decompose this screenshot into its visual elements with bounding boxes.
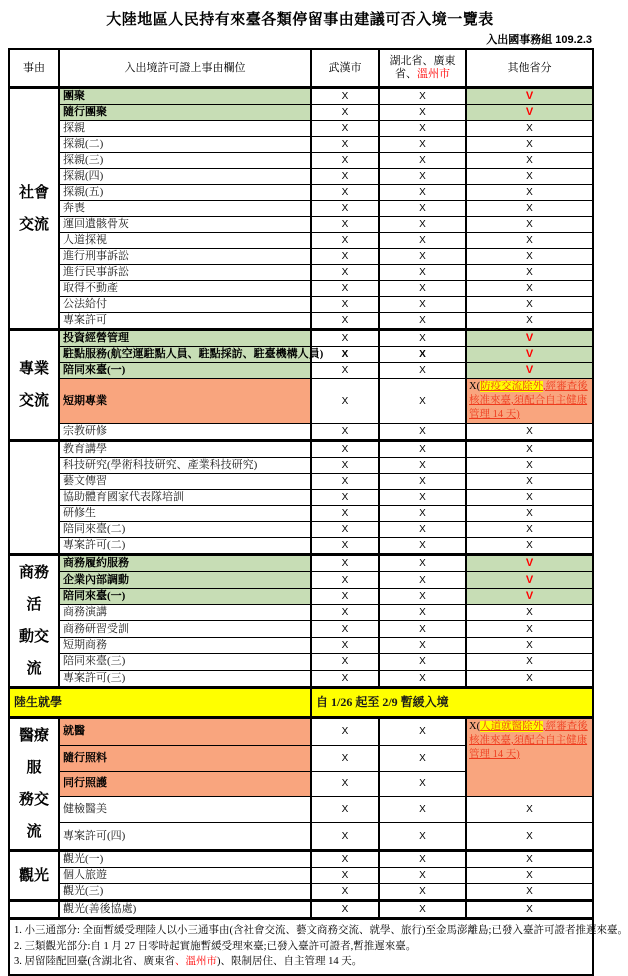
reason-cell: 奔喪: [59, 201, 311, 217]
status-cell-no: X: [311, 379, 379, 424]
status-cell-no: X: [379, 670, 466, 687]
banner-right: 自 1/26 起至 2/9 暫緩入境: [311, 688, 593, 718]
table-row: [9, 379, 593, 424]
status-cell-no: X: [379, 884, 466, 901]
status-cell-no: X: [311, 490, 379, 506]
table-row: [9, 201, 593, 217]
table-row: [9, 637, 593, 653]
status-cell-no: X: [379, 490, 466, 506]
status-cell-no: X: [311, 217, 379, 233]
status-cell-no: X: [311, 670, 379, 687]
status-cell-no: X: [311, 884, 379, 901]
table-row: [9, 217, 593, 233]
status-cell-no: X: [311, 281, 379, 297]
status-cell-no: X: [379, 281, 466, 297]
status-cell-no: X: [379, 249, 466, 265]
status-cell-no: X: [379, 313, 466, 330]
col-header-other-provinces: 其他省分: [466, 49, 593, 88]
status-cell-no: X: [311, 771, 379, 797]
table-row: [9, 670, 593, 687]
table-body: [9, 88, 593, 919]
col-header-reason: 事由: [9, 49, 59, 88]
status-cell-yes: V: [466, 105, 593, 121]
status-cell-no: X: [379, 718, 466, 746]
reason-cell: 運回遺骸骨灰: [59, 217, 311, 233]
reason-cell: 團聚: [59, 88, 311, 105]
table-row: [9, 572, 593, 588]
status-cell-no: X: [466, 458, 593, 474]
section-label: [9, 901, 59, 919]
status-cell-no: X: [466, 901, 593, 919]
notes-row: [9, 919, 593, 975]
status-cell-no: X: [466, 522, 593, 538]
status-cell-no: X: [379, 153, 466, 169]
status-cell-no: X: [379, 105, 466, 121]
section-label: 專業 交流: [9, 330, 59, 441]
status-cell-no: X: [311, 868, 379, 884]
status-cell-no: X: [379, 265, 466, 281]
table-row: [9, 281, 593, 297]
table-row: [9, 363, 593, 379]
reason-cell: 隨行照料: [59, 745, 311, 771]
col-header-hubei-guangdong-wenzhou: [379, 49, 466, 88]
table-row: [9, 249, 593, 265]
footnotes: [9, 919, 628, 975]
status-cell-no: X: [466, 797, 593, 823]
reason-cell: 觀光(一): [59, 851, 311, 868]
status-cell-no: X: [466, 538, 593, 555]
reason-cell: 投資經營管理: [59, 330, 311, 347]
status-cell-no: X: [311, 233, 379, 249]
status-cell-no: X: [311, 185, 379, 201]
reason-cell: 商務履約服務: [59, 555, 311, 572]
status-cell-no: X: [379, 347, 466, 363]
status-cell-no: X: [379, 538, 466, 555]
status-cell-no: X: [379, 771, 466, 797]
status-cell-no: X: [379, 137, 466, 153]
status-cell-yes: V: [466, 330, 593, 347]
rich-text-segment: 人道就醫除外: [480, 721, 544, 732]
status-cell-no: X: [311, 572, 379, 588]
status-cell-no: X: [466, 185, 593, 201]
footnote-2: 2. 三類觀光部分:自 1 月 27 日零時起實施暫緩受理來臺;已發入臺許可證者,暫推遲來臺。: [14, 940, 417, 952]
reason-cell: 商務演講: [59, 605, 311, 621]
rich-text-segment: X(: [469, 381, 481, 392]
status-cell-no: X: [311, 901, 379, 919]
status-cell-no: X: [311, 605, 379, 621]
table-row: [9, 265, 593, 281]
table-row: [9, 718, 593, 746]
status-cell-no: X: [311, 313, 379, 330]
col-header-wuhan: 武漢市: [311, 49, 379, 88]
table-row: [9, 185, 593, 201]
reason-cell: 陪同來臺(二): [59, 522, 311, 538]
table-row: [9, 330, 593, 347]
status-cell-no: X: [379, 745, 466, 771]
section-label: [9, 441, 59, 555]
reason-cell: 專案許可(四): [59, 823, 311, 851]
table-row: [9, 233, 593, 249]
table-row: [9, 121, 593, 137]
status-cell-no: X: [466, 823, 593, 851]
region-text: 湖北省、廣東省、: [389, 55, 456, 80]
status-cell-no: X: [379, 851, 466, 868]
footnote-3-wenzhou-red: 、溫州市: [175, 956, 217, 967]
table-row: [9, 884, 593, 901]
status-cell-no: X: [379, 363, 466, 379]
reason-cell: 觀光(善後協處): [59, 901, 311, 919]
reason-cell: 同行照護: [59, 771, 311, 797]
footnote-3: 3. 居留陸配回臺(含湖北省、廣東省、溫州市)、限制居住、自主管理 14 天。: [14, 956, 363, 967]
status-cell-no: X: [379, 522, 466, 538]
status-cell-no: X: [379, 458, 466, 474]
table-row: [9, 105, 593, 121]
status-cell-no: X: [379, 605, 466, 621]
reason-cell: 商務研習受訓: [59, 621, 311, 637]
status-cell-no: X: [466, 506, 593, 522]
table-row: [9, 555, 593, 572]
status-cell-yes: V: [466, 347, 593, 363]
status-cell-no: X: [311, 718, 379, 746]
table-row: [9, 441, 593, 458]
status-cell-no: X: [379, 185, 466, 201]
banner-left: 陸生就學: [9, 688, 311, 718]
status-cell-no: X: [466, 265, 593, 281]
rich-text-segment: ,經審查後核准來臺,須配合自主健康管理 14 天): [469, 721, 588, 760]
table-row: [9, 313, 593, 330]
status-cell-no: X: [311, 637, 379, 653]
status-cell-no: X: [466, 297, 593, 313]
reason-cell: 專案許可(二): [59, 538, 311, 555]
reason-cell: 教育講學: [59, 441, 311, 458]
status-cell-no: X: [466, 490, 593, 506]
reason-cell: 進行民事訴訟: [59, 265, 311, 281]
reason-cell: 駐點服務(航空運駐點人員、駐點採訪、駐臺機構人員): [59, 347, 311, 363]
status-cell-no: X: [466, 249, 593, 265]
reason-cell: 觀光(三): [59, 884, 311, 901]
reason-cell: 探親(三): [59, 153, 311, 169]
footnote-1: 1. 小三通部分: 全面暫緩受理陸人以小三通事由(含社會交流、藝文商務交流、就學、旅行)至金馬澎離島;已發入臺許可證者推遲來臺。: [14, 925, 628, 936]
table-row: [9, 347, 593, 363]
status-cell-no: X: [311, 797, 379, 823]
status-cell-no: X: [311, 506, 379, 522]
status-cell-no: X: [466, 281, 593, 297]
table-row: [9, 538, 593, 555]
status-cell-yes: V: [466, 588, 593, 604]
status-cell-no: X: [311, 249, 379, 265]
status-cell-no: X: [466, 217, 593, 233]
status-cell-no: X: [466, 670, 593, 687]
status-cell-yes: V: [466, 572, 593, 588]
table-row: [9, 458, 593, 474]
status-cell-conditional: [466, 718, 593, 797]
document-page: [0, 8, 628, 967]
status-cell-no: X: [311, 538, 379, 555]
status-cell-no: X: [379, 572, 466, 588]
table-row: [9, 588, 593, 604]
status-cell-no: X: [311, 654, 379, 670]
status-cell-no: X: [379, 217, 466, 233]
status-cell-no: X: [311, 121, 379, 137]
region-wenzhou-red: 溫州市: [417, 68, 450, 80]
status-cell-no: X: [379, 233, 466, 249]
status-cell-yes: V: [466, 363, 593, 379]
reason-cell: 協助體育國家代表隊培訓: [59, 490, 311, 506]
status-cell-no: X: [466, 313, 593, 330]
table-row: [9, 474, 593, 490]
status-cell-no: X: [466, 884, 593, 901]
table-row: [9, 424, 593, 441]
reason-cell: 探親(四): [59, 169, 311, 185]
status-cell-no: X: [311, 169, 379, 185]
status-cell-no: X: [379, 201, 466, 217]
table-row: [9, 901, 593, 919]
status-cell-no: X: [466, 868, 593, 884]
reason-cell: 專案許可(三): [59, 670, 311, 687]
status-cell-no: X: [379, 379, 466, 424]
table-row: [9, 297, 593, 313]
status-cell-no: X: [379, 797, 466, 823]
section-label: 醫療服 務交流: [9, 718, 59, 851]
reason-cell: 進行刑事訴訟: [59, 249, 311, 265]
table-row: [9, 522, 593, 538]
status-cell-no: X: [466, 121, 593, 137]
status-cell-no: X: [379, 506, 466, 522]
status-cell-no: X: [379, 823, 466, 851]
status-cell-no: X: [311, 347, 379, 363]
status-cell-no: X: [466, 153, 593, 169]
status-cell-no: X: [466, 605, 593, 621]
reason-cell: 取得不動產: [59, 281, 311, 297]
status-cell-no: X: [466, 137, 593, 153]
status-cell-yes: V: [466, 88, 593, 105]
table-row: [9, 169, 593, 185]
status-cell-no: X: [379, 121, 466, 137]
reason-cell: 藝文傳習: [59, 474, 311, 490]
reason-cell: 個人旅遊: [59, 868, 311, 884]
status-cell-no: X: [466, 637, 593, 653]
reason-cell: 企業內部調動: [59, 572, 311, 588]
status-cell-no: X: [311, 201, 379, 217]
reason-cell: 專案許可: [59, 313, 311, 330]
reason-cell: 人道探視: [59, 233, 311, 249]
status-cell-no: X: [379, 621, 466, 637]
status-cell-no: X: [466, 621, 593, 637]
status-cell-no: X: [379, 868, 466, 884]
status-cell-no: X: [311, 265, 379, 281]
status-cell-no: X: [311, 522, 379, 538]
status-cell-no: X: [379, 297, 466, 313]
reason-cell: 科技研究(學術科技研究、產業科技研究): [59, 458, 311, 474]
rich-text-segment: ,經審查後核准來臺,須配合自主健康管理 14 天): [469, 381, 588, 420]
status-cell-no: X: [379, 424, 466, 441]
reason-cell: 探親(五): [59, 185, 311, 201]
reason-cell: 健檢醫美: [59, 797, 311, 823]
status-cell-no: X: [466, 441, 593, 458]
status-cell-no: X: [311, 424, 379, 441]
col-header-permit-field: 入出境許可證上事由欄位: [59, 49, 311, 88]
table-row: [9, 605, 593, 621]
table-row: [9, 621, 593, 637]
table-row: [9, 654, 593, 670]
section-label: 觀光: [9, 851, 59, 901]
table-row: [9, 823, 593, 851]
status-cell-no: X: [311, 88, 379, 105]
status-cell-no: X: [311, 330, 379, 347]
status-cell-no: X: [311, 137, 379, 153]
reason-cell: 探親: [59, 121, 311, 137]
status-cell-no: X: [311, 474, 379, 490]
status-cell-no: X: [311, 555, 379, 572]
status-cell-no: X: [379, 637, 466, 653]
table-row: [9, 490, 593, 506]
reason-cell: 探親(二): [59, 137, 311, 153]
status-cell-no: X: [311, 621, 379, 637]
status-cell-no: X: [311, 297, 379, 313]
status-cell-no: X: [466, 233, 593, 249]
status-cell-no: X: [379, 474, 466, 490]
org-date-label: 入出國事務組 109.2.3: [486, 34, 592, 46]
page-title: 大陸地區人民持有來臺各類停留事由建議可否入境一覽表: [106, 11, 494, 28]
status-cell-no: X: [379, 169, 466, 185]
status-cell-no: X: [311, 745, 379, 771]
status-cell-no: X: [379, 441, 466, 458]
rich-text-segment: X(: [469, 721, 481, 732]
section-label: 商務活 動交流: [9, 555, 59, 688]
status-cell-no: X: [311, 105, 379, 121]
table-row: [9, 153, 593, 169]
reason-cell: 短期專業: [59, 379, 311, 424]
status-cell-no: X: [466, 474, 593, 490]
section-label: 社會 交流: [9, 88, 59, 330]
status-cell-yes: V: [466, 555, 593, 572]
table-row: [9, 868, 593, 884]
status-cell-no: X: [466, 201, 593, 217]
status-cell-no: X: [311, 363, 379, 379]
table-row: [9, 506, 593, 522]
table-row: [9, 851, 593, 868]
entry-permission-table: [8, 48, 628, 976]
table-row: [9, 88, 593, 105]
status-cell-no: X: [379, 88, 466, 105]
status-cell-no: X: [466, 169, 593, 185]
reason-cell: 研修生: [59, 506, 311, 522]
reason-cell: 陪同來臺(一): [59, 363, 311, 379]
status-cell-no: X: [466, 851, 593, 868]
status-cell-conditional: [466, 379, 593, 424]
reason-cell: 公法給付: [59, 297, 311, 313]
status-cell-no: X: [379, 330, 466, 347]
reason-cell: 就醫: [59, 718, 311, 746]
table-row: [9, 797, 593, 823]
status-cell-no: X: [466, 654, 593, 670]
status-cell-no: X: [311, 441, 379, 458]
status-cell-no: X: [379, 901, 466, 919]
status-cell-no: X: [311, 153, 379, 169]
reason-cell: 隨行團聚: [59, 105, 311, 121]
reason-cell: 短期商務: [59, 637, 311, 653]
status-cell-no: X: [466, 424, 593, 441]
status-cell-no: X: [379, 654, 466, 670]
status-cell-no: X: [311, 588, 379, 604]
status-cell-no: X: [311, 458, 379, 474]
table-row: [9, 137, 593, 153]
rich-text-segment: 防疫交流除外: [480, 381, 544, 392]
reason-cell: 宗教研修: [59, 424, 311, 441]
status-cell-no: X: [311, 851, 379, 868]
status-cell-no: X: [379, 588, 466, 604]
status-cell-no: X: [311, 823, 379, 851]
status-cell-no: X: [379, 555, 466, 572]
banner-row: [9, 688, 593, 718]
reason-cell: 陪同來臺(三): [59, 654, 311, 670]
reason-cell: 陪同來臺(一): [59, 588, 311, 604]
header-row: [9, 49, 593, 88]
